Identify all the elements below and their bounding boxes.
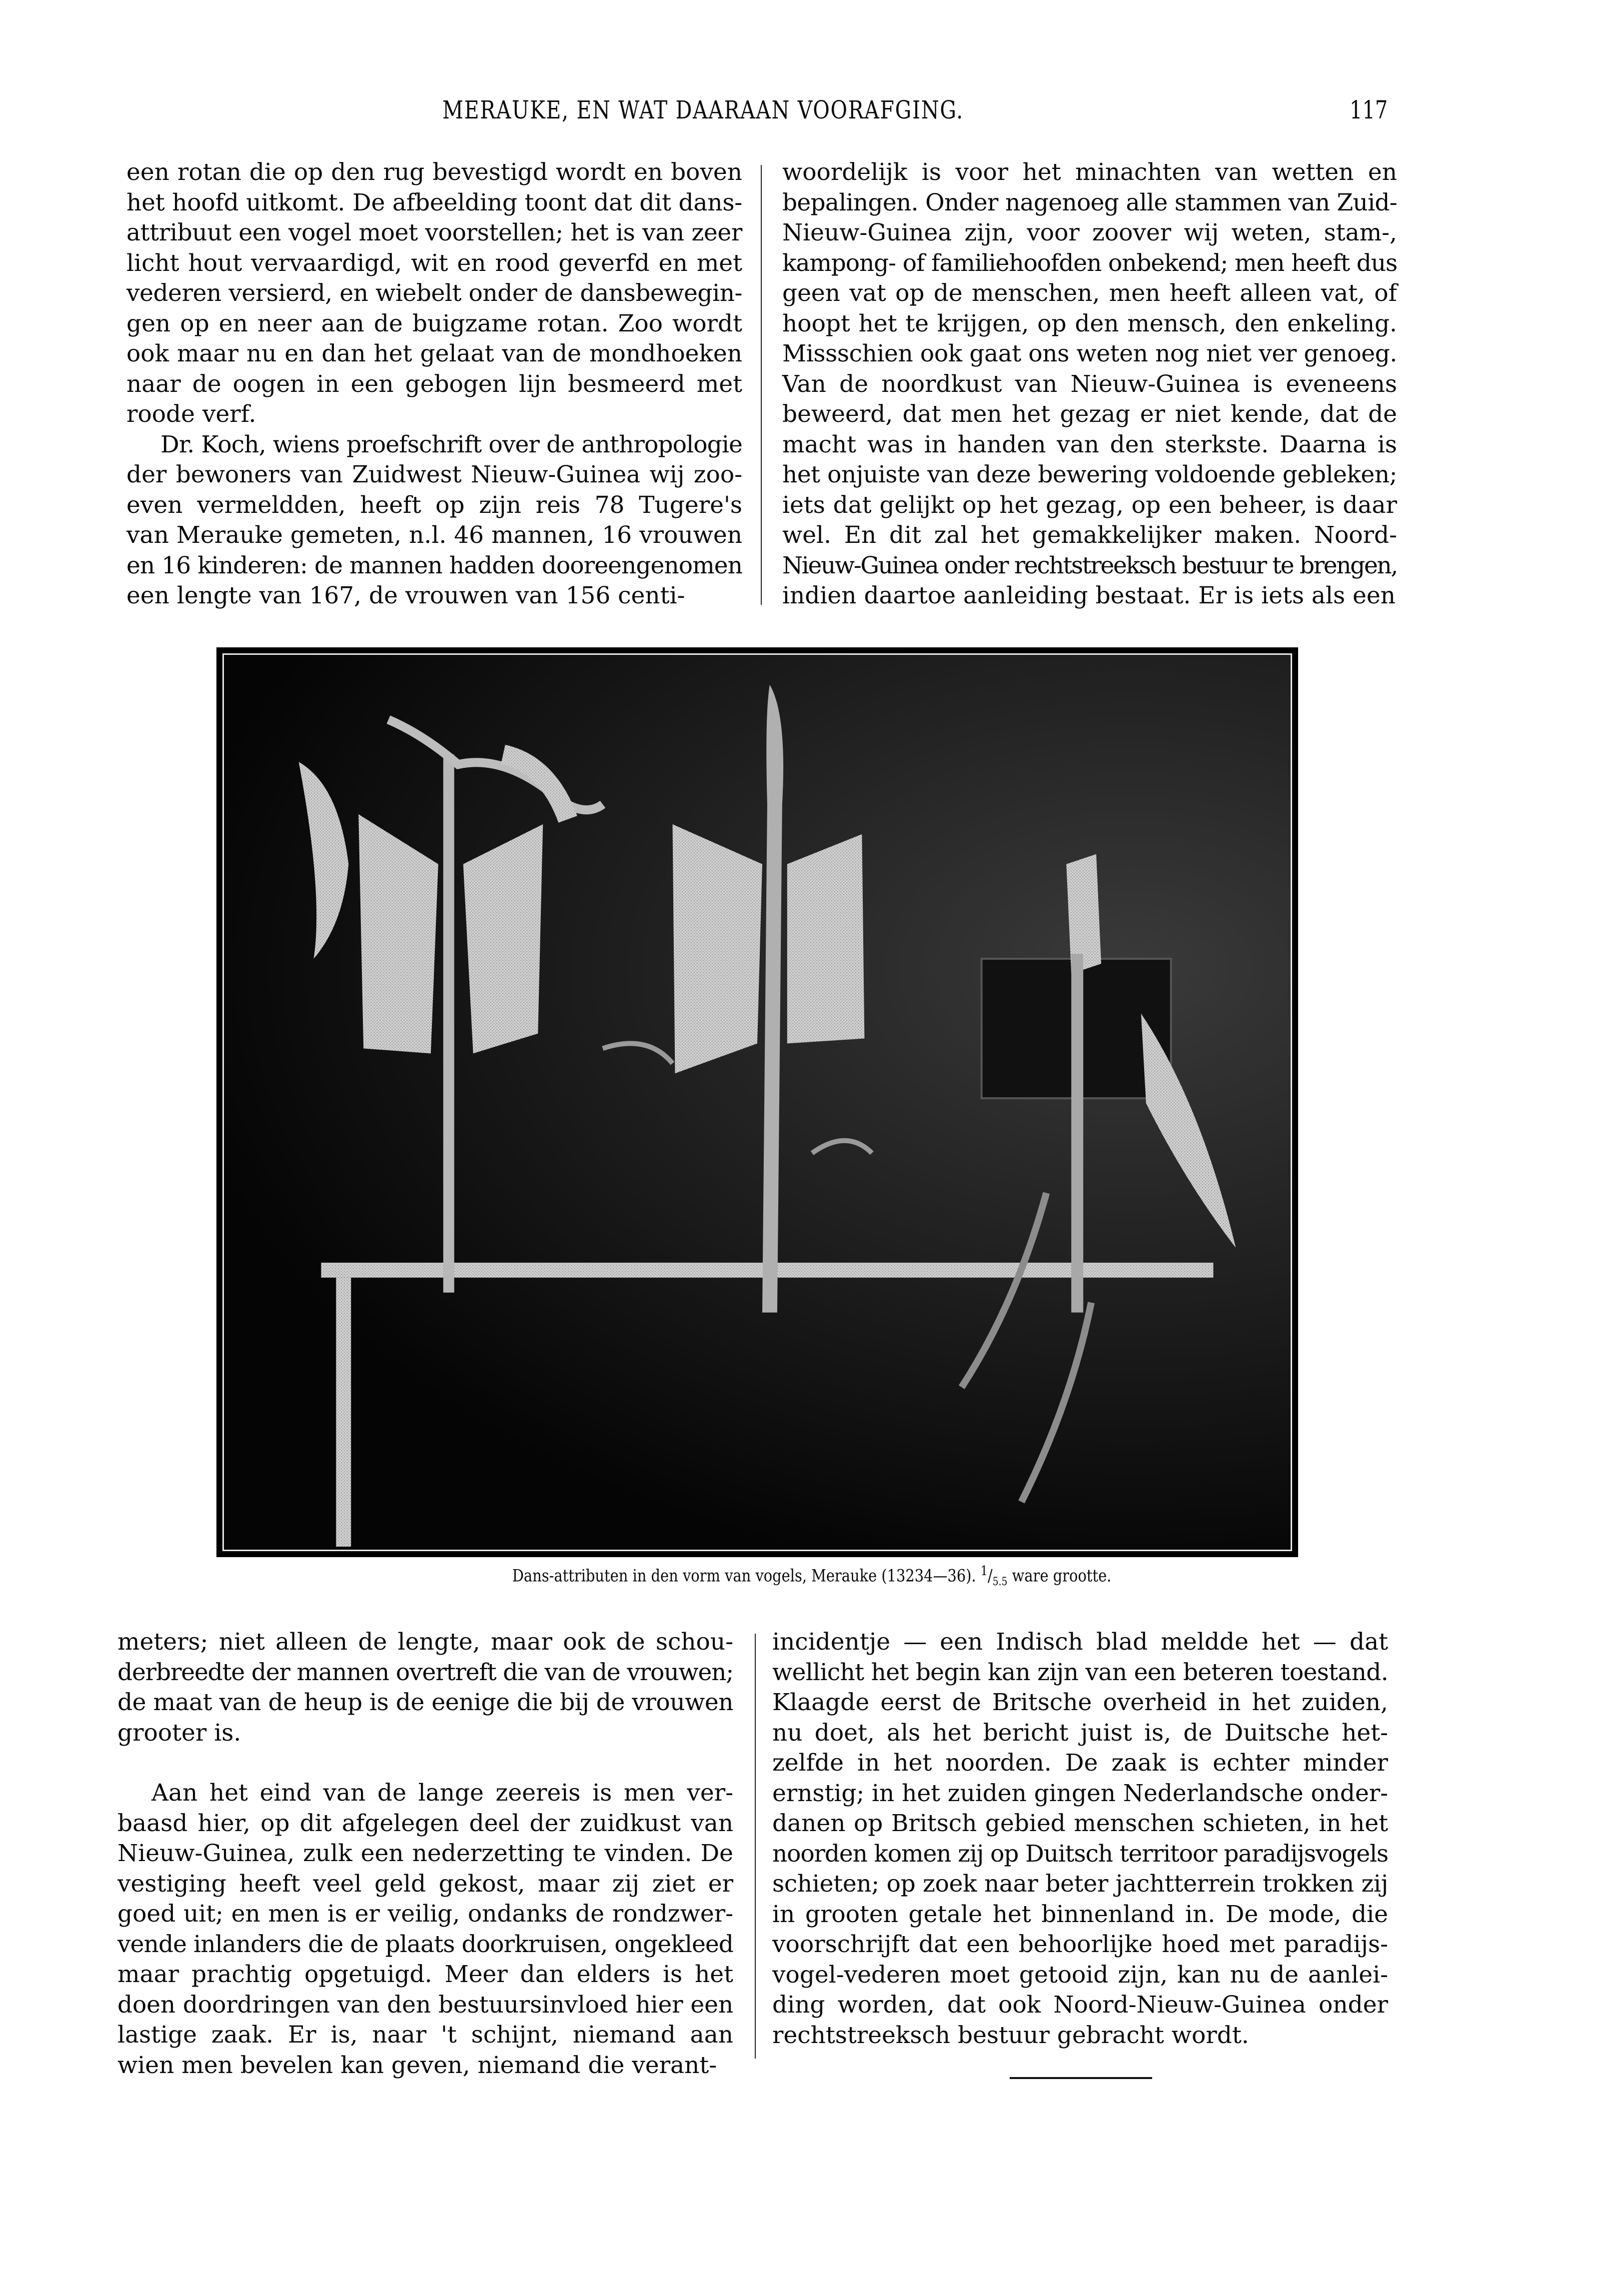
bird-attribute-left [299,720,603,1293]
text-line: hoopt het te krijgen, op den mensch, den enkeling. [782,309,1397,337]
text-line: attribuut een vogel moet voorstellen; het is van zeer [126,219,742,246]
text-line: vederen versierd, en wiebelt onder de dansbewegin- [126,279,742,307]
text-line: het onjuiste van deze bewering voldoende gebleken; [782,461,1397,488]
text-line: Van de noordkust van Nieuw-Guinea is eveneens [782,370,1397,398]
running-head [0,92,1624,127]
text-line: kampong- of familiehoofden onbekend; men heeft dus [782,249,1397,277]
text-line: voorschrijft dat een behoorlijke hoed met paradijs- [772,1931,1388,1958]
caption-tail: ware grootte. [1012,1566,1112,1586]
bottom-right-column [772,1627,1388,2051]
stick [1071,954,1083,1313]
figure-caption: Dans-attributen in den vorm van vogels, Merauke (13234—36). $^1/_{5.5}$ ware grootte. [512,1564,1112,1589]
text-line: Nieuw-Guinea onder rechtstreeksch bestuur te brengen, [782,551,1397,579]
bird-head [388,720,603,810]
page-number: 117 [1350,95,1388,124]
text-line: bepalingen. Onder nagenoeg alle stammen van Zuid- [782,188,1397,216]
text-line: in grooten getale het binnenland in. De mode, die [772,1900,1388,1928]
column-divider-top [761,165,762,605]
text-line: het hoofd uitkomt. De afbeelding toont dat dit dans- [126,188,742,216]
text-line: meters; niet alleen de lengte, maar ook de schou- [117,1628,733,1656]
text-line: beweerd, dat men het gezag er niet kende, dat de [782,400,1397,428]
text-line: Aan het eind van de lange zeereis is men ver- [151,1779,733,1807]
text-line: doen doordringen van den bestuursinvloed hier een [117,1991,733,2019]
stick [762,685,783,1313]
wing-left [358,814,438,1053]
text-line: incidentje — een Indisch blad meldde het — dat [772,1628,1388,1656]
text-line: ding worden, dat ook Noord-Nieuw-Guinea onder [772,1991,1388,2019]
text-line: schieten; op zoek naar beter jachtterrein trokken zij [772,1870,1388,1898]
section-end-rule [1010,2077,1152,2079]
caption-scale-denominator: 5.5 [993,1576,1008,1589]
text-line: der bewoners van Zuidwest Nieuw-Guinea wij zoo- [126,461,742,488]
text-line: noorden komen zij op Duitsch territoor paradijsvogels [772,1840,1388,1868]
text-line: roode verf. [126,400,256,428]
top-left-column [126,157,742,611]
text-line: goed uit; en men is er veilig, ondanks de rondzwer- [117,1900,733,1928]
paragraph-gap [117,1748,733,1778]
feather-plume [299,762,349,959]
text-line: Nieuw-Guinea, zulk een nederzetting te vinden. De [117,1840,733,1867]
text-line: nu doet, als het bericht juist is, de Duitsche het- [772,1719,1388,1747]
text-line: Dr. Koch, wiens proefschrift over de anthropologie [160,430,742,458]
table-leg [336,1278,351,1547]
text-line: een lengte van 167, de vrouwen van 156 centi- [126,582,685,609]
dance-attributes-illustration [224,655,1291,1550]
column-divider-bottom [755,1634,756,2059]
wing-right [463,824,543,1053]
text-line: macht was in handen van den sterkste. Daarna is [782,430,1397,458]
text-line: wel. En dit zal het gemakkelijker maken. Noord- [782,521,1397,549]
text-line: geen vat op de menschen, men heeft alleen vat, of [782,279,1397,307]
text-line: de maat van de heup is de eenige die bij de vrouwen [117,1689,733,1716]
paragraph-zeereis [117,1778,733,2081]
text-line: vestiging heeft veel geld gekost, maar zij ziet er [117,1870,733,1898]
text-line: grooter is. [117,1719,241,1747]
text-line: vogel-vederen moet getooid zijn, kan nu de aanlei- [772,1961,1388,1989]
figure-photograph [216,647,1298,1557]
text-line: en 16 kinderen: de mannen hadden dooreengenomen [126,551,742,579]
text-line: ernstig; in het zuiden gingen Nederlandsche onder- [772,1779,1388,1807]
text-line: baasd hier, op dit afgelegen deel der zuidkust van [117,1809,733,1837]
feathers [603,1043,872,1153]
wing-right [787,834,865,1044]
running-title: MERAUKE, EN WAT DAARAAN VOORAFGING. [442,95,964,124]
text-line: Missschien ook gaat ons weten nog niet ver genoeg. [782,340,1397,367]
caption-scale-numerator: 1 [981,1564,988,1579]
text-line: van Merauke gemeten, n.l. 46 mannen, 16 vrouwen [126,521,742,549]
text-line: derbreedte der mannen overtreft die van de vrouwen; [117,1658,733,1686]
text-line: woordelijk is voor het minachten van wetten en [782,158,1397,186]
text-line: indien daartoe aanleiding bestaat. Er is iets als een [782,582,1396,609]
text-line: Nieuw-Guinea zijn, voor zoover wij weten, stam-, [782,219,1397,246]
caption-text: Dans-attributen in den vorm van vogels, Merauke (13234—36). [512,1566,977,1586]
text-line: zelfde in het noorden. De zaak is echter minder [772,1749,1388,1777]
text-line: iets dat gelijkt op het gezag, op een beheer, is daar [782,491,1397,519]
text-line: Klaagde eerst de Britsche overheid in het zuiden, [772,1689,1388,1716]
text-line: even vermeldden, heeft op zijn reis 78 Tugere's [126,491,742,519]
wing-left [672,824,762,1073]
photo-frame [222,653,1292,1551]
text-line: een rotan die op den rug bevestigd wordt en boven [126,158,742,186]
paragraph-meters [117,1627,733,1748]
bird-attribute-middle [603,685,872,1313]
text-line: wellicht het begin kan zijn van een beteren toestand. [772,1658,1388,1686]
feather-plume [1141,1014,1236,1248]
text-line: gen op en neer aan de buigzame rotan. Zoo wordt [126,309,742,337]
bottom-left-column [117,1627,733,2081]
text-line: naar de oogen in een gebogen lijn besmeerd met [126,370,742,398]
bird-attribute-right [962,854,1236,1502]
text-line: vende inlanders die de plaats doorkruisen, ongekleed [117,1930,733,1958]
text-line: lastige zaak. Er is, naar 't schijnt, niemand aan [117,2021,733,2049]
text-line: rechtstreeksch bestuur gebracht wordt. [772,2021,1249,2049]
stick [443,754,454,1292]
text-line: danen op Britsch gebied menschen schieten, in het [772,1810,1388,1837]
top-right-column [782,157,1397,611]
text-line: wien men bevelen kan geven, niemand die verant- [117,2051,717,2079]
text-line: maar prachtig opgetuigd. Meer dan elders is het [117,1961,733,1988]
text-line: ook maar nu en dan het gelaat van de mondhoeken [126,340,742,367]
text-line: licht hout vervaardigd, wit en rood geverfd en met [126,249,742,277]
